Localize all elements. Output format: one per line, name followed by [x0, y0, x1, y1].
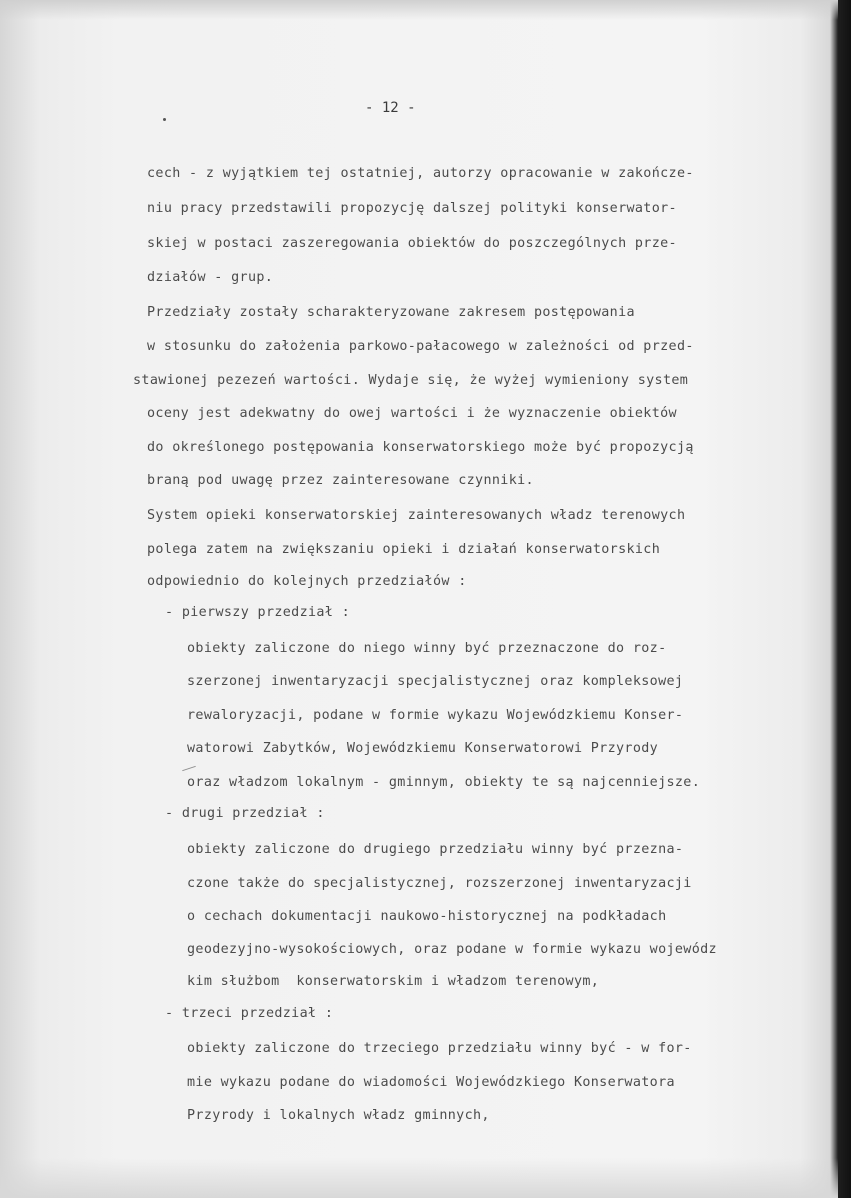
text-line-18: watorowi Zabytków, Wojewódzkiemu Konserwatorowi Przyrody	[187, 741, 659, 756]
text-line-2: niu pracy przedstawili propozycję dalszej polityki konserwator-	[147, 201, 677, 216]
list-heading-first: - pierwszy przedział :	[165, 605, 351, 620]
text-line-17: rewaloryzacji, podane w formie wykazu Wojewódzkiemu Konser-	[187, 708, 684, 723]
text-line-12: polega zatem na zwiększaniu opieki i działań konserwatorskich	[147, 542, 661, 557]
list-heading-third: - trzeci przedział :	[165, 1006, 334, 1021]
text-line-8: oceny jest adekwatny do owej wartości i że wyznaczenie obiektów	[147, 406, 677, 421]
text-line-29: Przyrody i lokalnych władz gminnych,	[187, 1108, 490, 1123]
text-line-22: czone także do specjalistycznej, rozszerzonej inwentaryzacji	[187, 876, 692, 891]
scan-bottom-shadow	[0, 1158, 838, 1198]
ink-speck	[163, 118, 166, 121]
page-number: - 12 -	[365, 100, 416, 116]
text-line-28: mie wykazu podane do wiadomości Wojewódzkiego Konserwatora	[187, 1075, 675, 1090]
text-line-16: szerzonej inwentaryzacji specjalistycznej oraz kompleksowej	[187, 674, 684, 689]
text-line-27: obiekty zaliczone do trzeciego przedziału winny być - w for-	[187, 1041, 692, 1056]
text-line-24: geodezyjno-wysokościowych, oraz podane w formie wykazu wojewódz	[187, 942, 717, 957]
text-line-19: oraz władzom lokalnym - gminnym, obiekty te są najcenniejsze.	[187, 775, 701, 790]
text-line-3: skiej w postaci zaszeregowania obiektów do poszczególnych prze-	[147, 236, 677, 251]
text-line-23: o cechach dokumentacji naukowo-historycznej na podkładach	[187, 909, 667, 924]
text-line-9: do określonego postępowania konserwatorskiego może być propozycją	[147, 440, 694, 455]
text-line-13: odpowiednio do kolejnych przedziałów :	[147, 574, 467, 589]
text-line-4: działów - grup.	[147, 270, 274, 285]
scan-top-shadow	[0, 0, 838, 20]
text-line-11: System opieki konserwatorskiej zainteresowanych władz terenowych	[147, 508, 686, 523]
text-line-1: cech - z wyjątkiem tej ostatniej, autorzy opracowanie w zakończe-	[147, 166, 694, 181]
text-line-6: w stosunku do założenia parkowo-pałacowego w zależności od przed-	[147, 339, 694, 354]
text-line-10: braną pod uwagę przez zainteresowane czynniki.	[147, 473, 534, 488]
list-heading-second: - drugi przedział :	[165, 806, 325, 821]
text-line-15: obiekty zaliczone do niego winny być przeznaczone do roz-	[187, 641, 667, 656]
text-line-5: Przedziały zostały scharakteryzowane zakresem postępowania	[147, 305, 635, 320]
text-line-25: kim służbom konserwatorskim i władzom terenowym,	[187, 974, 600, 989]
text-line-7: stawionej pezezeń wartości. Wydaje się, że wyżej wymieniony system	[133, 373, 689, 388]
text-line-21: obiekty zaliczone do drugiego przedziału winny być przezna-	[187, 842, 684, 857]
